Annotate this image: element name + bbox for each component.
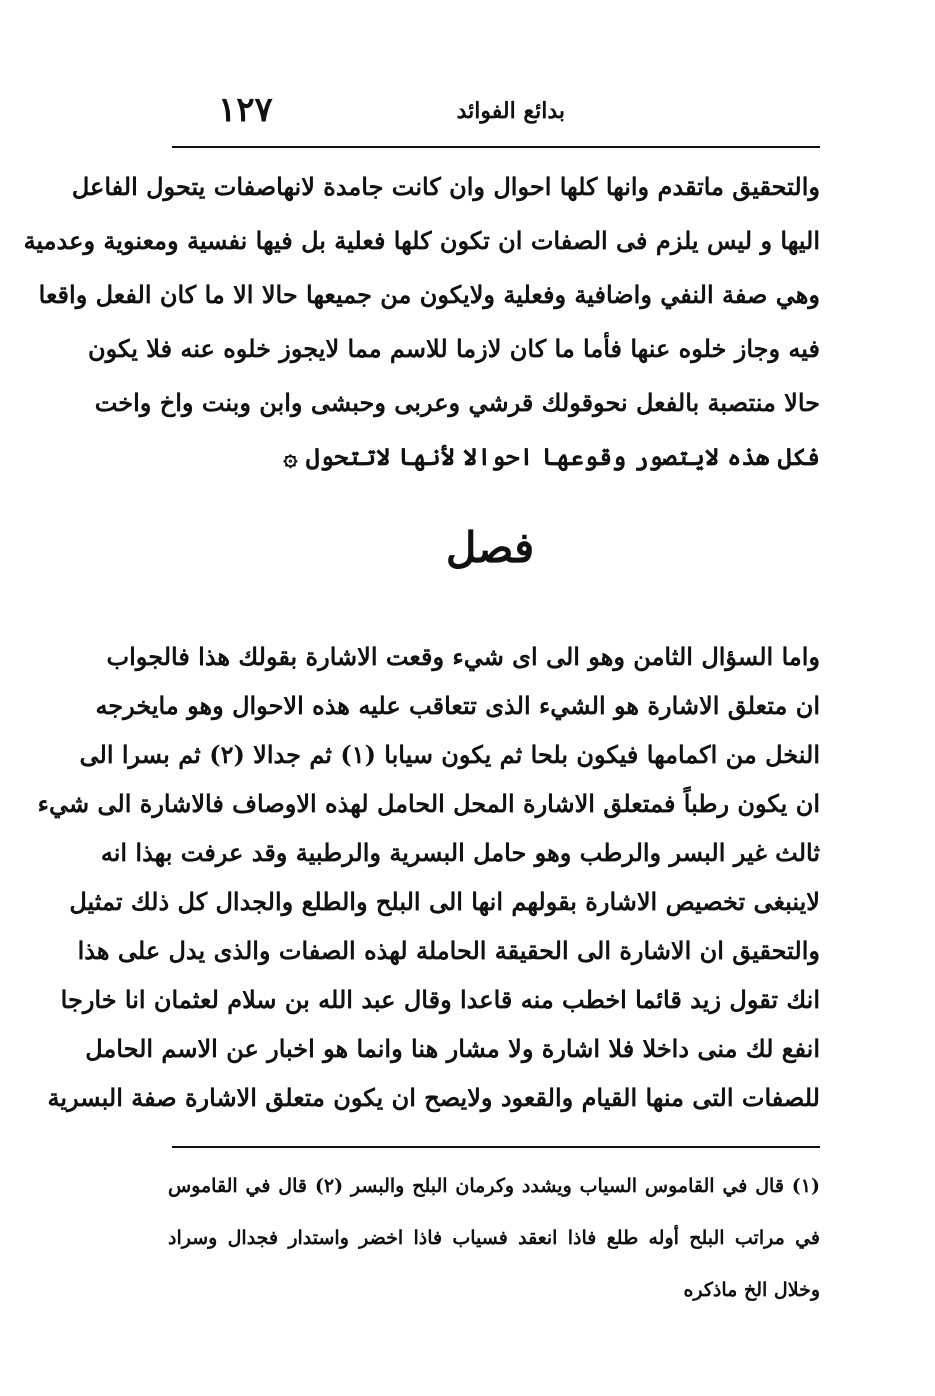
text-line: النخل من اكمامها فيكون بلحا ثم يكون سيابا (١) ثم جدالا (٢) ثم بسرا الى [79,740,820,769]
footnote-line: في مراتب البلح أوله طلع فاذا انعقد فسياب فاذا اخضر واستدار فجدال وسراد [168,1227,820,1249]
text-line: ان يكون رطباً فمتعلق الاشارة المحل الحامل لهذه الاوصاف فالاشارة الى شيء [37,789,820,818]
footnote-line: (١) قال في القاموس السياب ويشدد وكرمان البلح والبسر (٢) قال في القاموس [168,1175,820,1197]
footnote-rule [172,1146,820,1148]
page-number: ١٢٧ [218,90,273,130]
text-line: وهي صفة النفي واضافية وفعلية ولايكون من جميعها حالا الا ما كان الفعل واقعا [38,280,820,309]
footnote-line: وخلال الخ ماذكره [683,1279,820,1301]
text-line: انك تقول زيد قائما اخطب منه قاعدا وقال عبد الله بن سلام لعثمان انا خارجا [60,985,820,1014]
text-line: لاينبغى تخصيص الاشارة بقولهم انها الى البلح والطلع والجدال كل ذلك تمثيل [69,887,820,916]
text-line: واما السؤال الثامن وهو الى اى شيء وقعت الاشارة بقولك هذا فالجواب [106,642,820,671]
paragraph-continuation [23,160,820,484]
text-line: ثالث غير البسر والرطب وهو حامل البسرية والرطبية وقد عرفت بهذا انه [100,838,820,867]
section-heading: فصل [445,523,535,572]
text-line: للصفات التى منها القيام والقعود ولايصح ان يكون متعلق الاشارة صفة البسرية [47,1083,820,1112]
text-line: حالا منتصبة بالفعل نحوقولك قرشي وعربى وحبشى وابن وبنت واخ واخت [94,388,820,417]
text-line: فكل هذه لايتصور وقوعها احوالا لأنها لاتتحول ۞ [283,442,820,471]
text-line: والتحقيق ماتقدم وانها كلها احوال وان كانت جامدة لانهاصفات يتحول الفاعل [71,172,820,201]
paragraph-main [37,632,820,1122]
page-header [170,88,820,142]
text-line: والتحقيق ان الاشارة الى الحقيقة الحاملة لهذه الصفات والذى يدل على هذا [77,936,820,965]
running-title: بدائع الفوائد [456,98,565,124]
text-line: انفع لك منى داخلا فلا اشارة ولا مشار هنا وانما هو اخبار عن الاسم الحامل [85,1034,820,1063]
text-line: اليها و ليس يلزم فى الصفات ان تكون كلها فعلية بل فيها نفسية ومعنوية وعدمية [23,226,820,255]
header-rule [172,146,820,148]
footnotes [168,1160,820,1316]
text-line: ان متعلق الاشارة هو الشيء الذى تتعاقب عليه هذه الاحوال وهو مايخرجه [95,691,820,720]
text-line: فيه وجاز خلوه عنها فأما ما كان لازما للاسم مما لايجوز خلوه عنه فلا يكون [87,334,820,363]
